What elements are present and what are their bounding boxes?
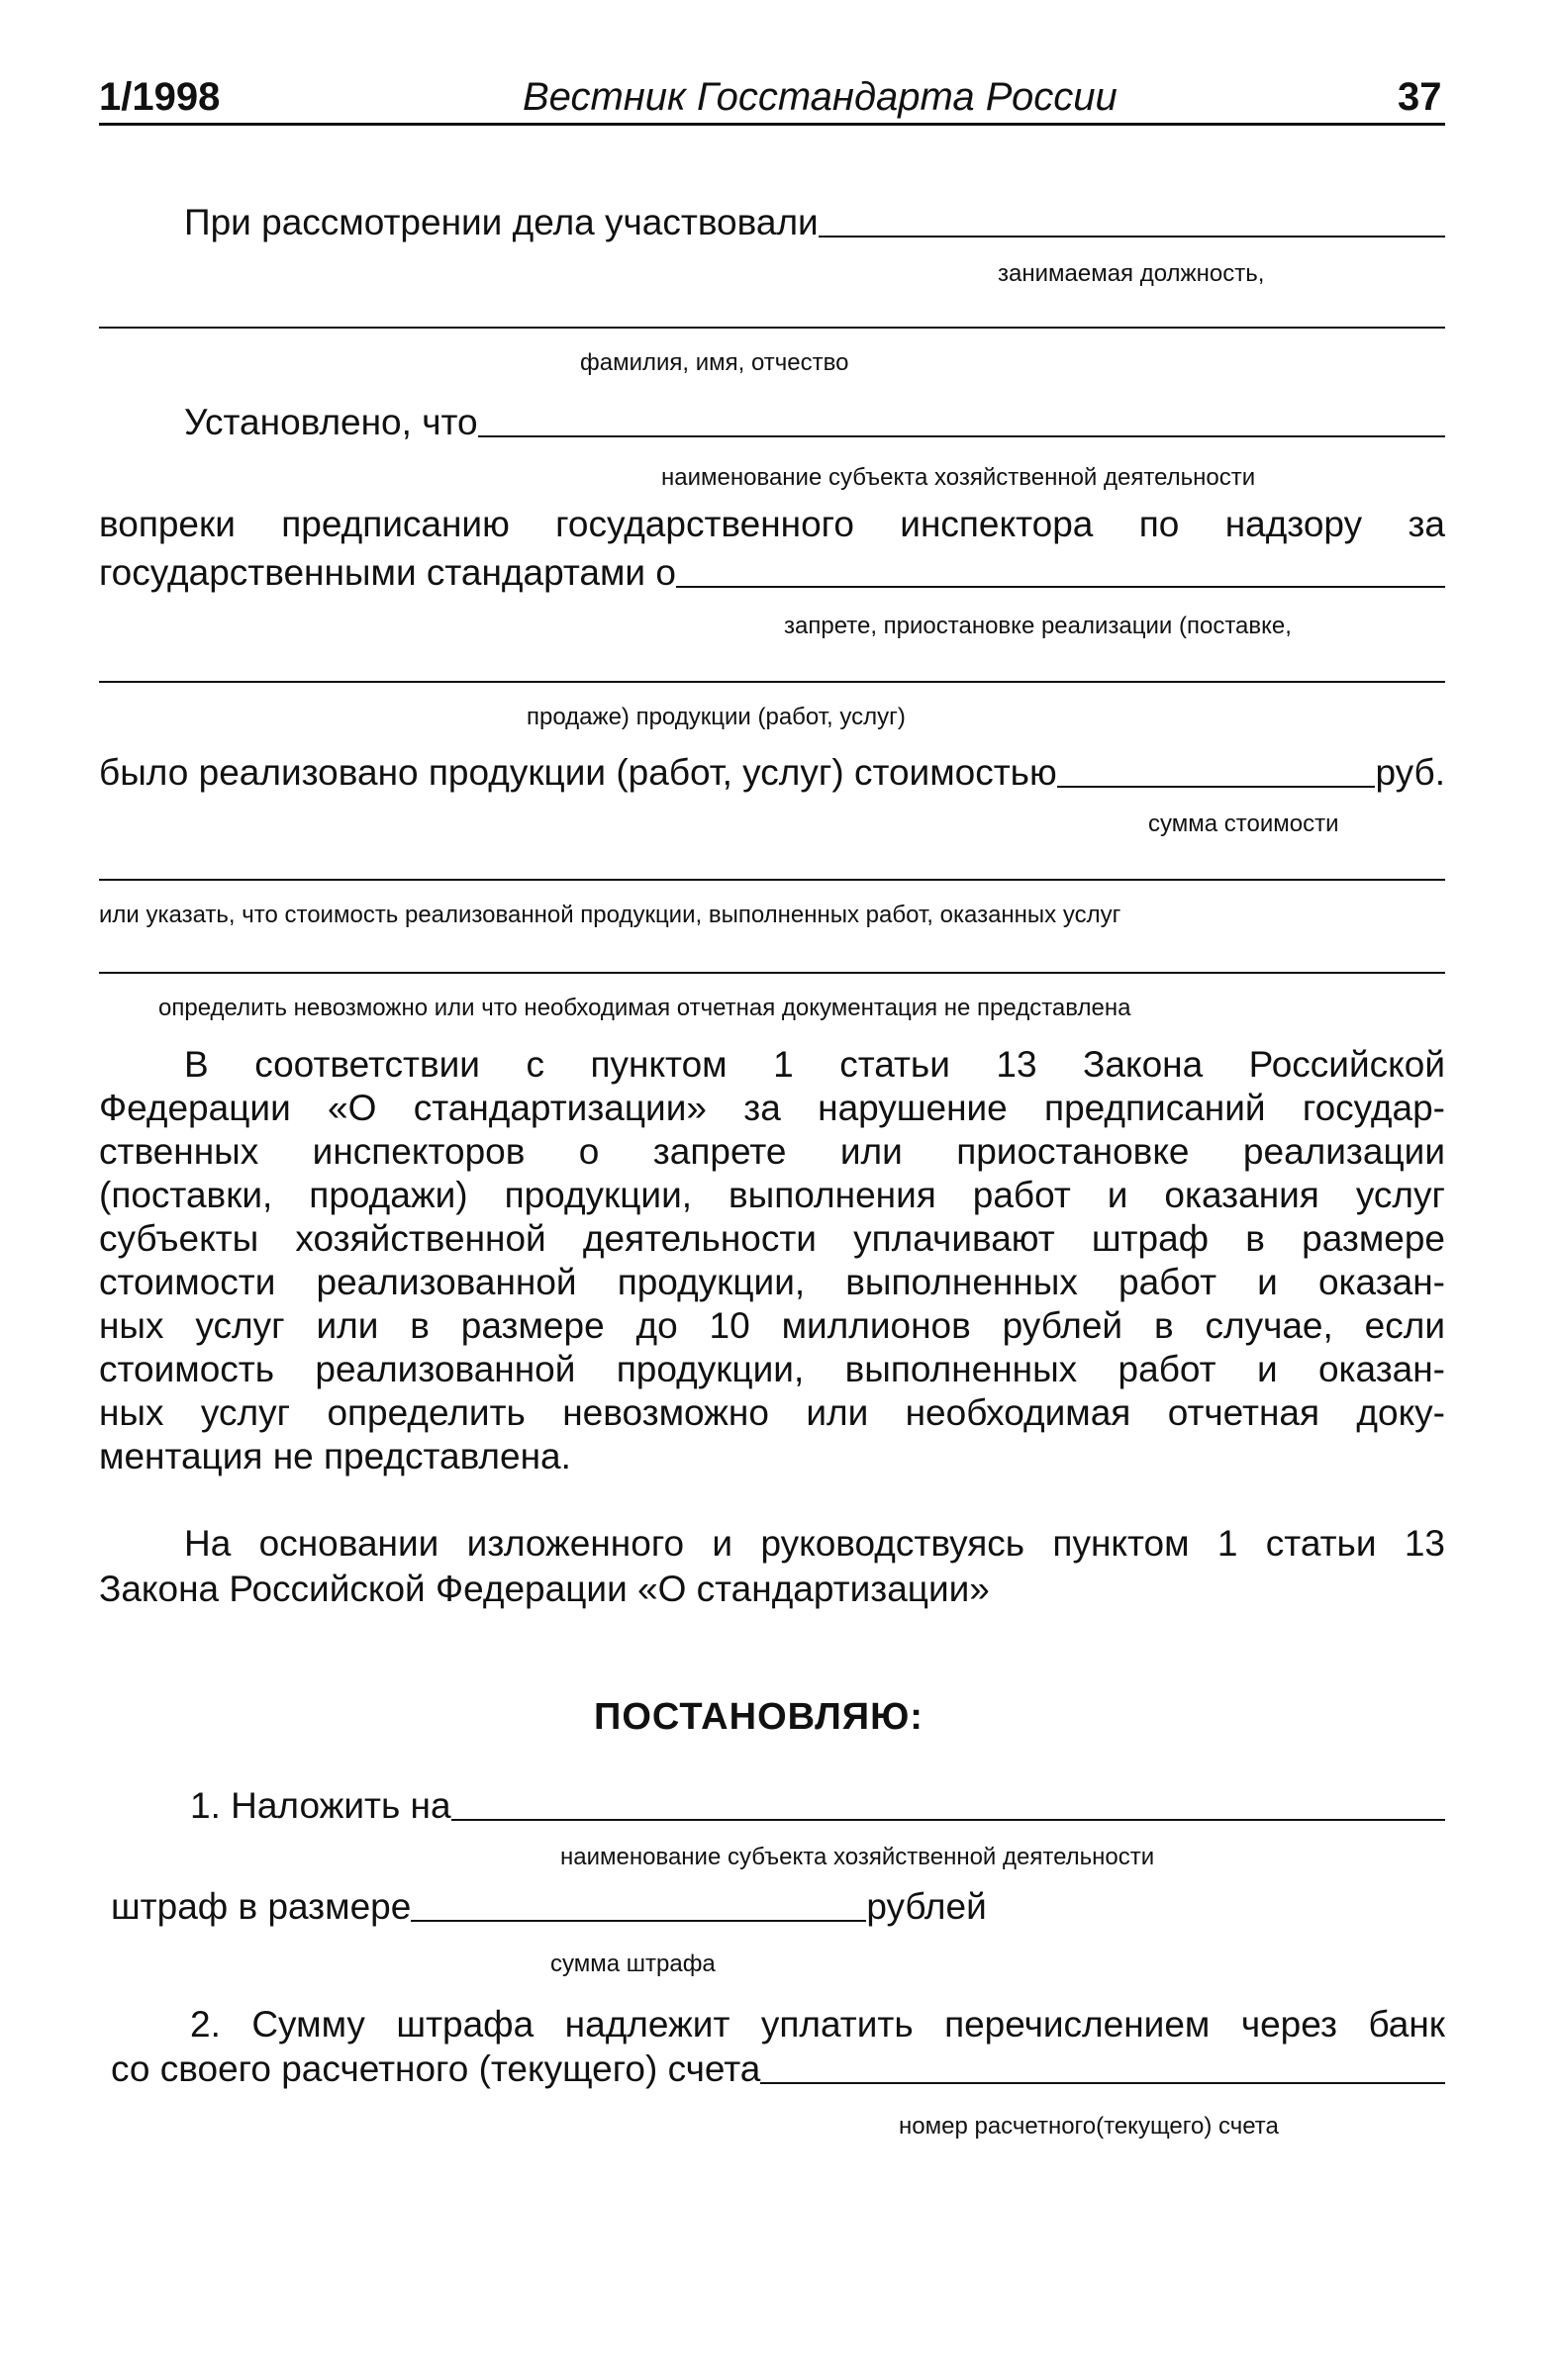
contrary-blank[interactable] xyxy=(676,586,1445,588)
law-paragraph-line: стоимости реализованной продукции, выполненных работ и оказан- xyxy=(99,1262,1445,1302)
fine-amount-blank[interactable] xyxy=(411,1920,866,1922)
item2-caption: номер расчетного(текущего) счета xyxy=(899,2113,1279,2140)
participants-caption-position: занимаемая должность, xyxy=(998,260,1265,287)
sold-label: было реализовано продукции (работ, услуг) стоимостью xyxy=(99,752,1057,793)
fine-line xyxy=(111,1884,1101,1930)
law-paragraph-line: Федерации «О стандартизации» за нарушение предписаний государ- xyxy=(99,1088,1445,1128)
established-caption: наименование субъекта хозяйственной деятельности xyxy=(661,464,1256,491)
law-paragraph-line: ных услуг определить невозможно или необходимая отчетная доку- xyxy=(99,1392,1445,1433)
item1-blank[interactable] xyxy=(451,1819,1445,1821)
law-paragraph xyxy=(99,1043,1445,1478)
item1-line xyxy=(190,1783,1445,1829)
sold-unit: руб. xyxy=(1375,752,1445,793)
contrary-caption-2: продаже) продукции (работ, услуг) xyxy=(527,704,906,730)
item2-label: со своего расчетного (текущего) счета xyxy=(111,2048,761,2089)
fine-unit: рублей xyxy=(866,1886,987,1927)
resolution-heading: ПОСТАНОВЛЯЮ: xyxy=(594,1696,924,1738)
item2-line-2 xyxy=(111,2047,1445,2092)
basis-line-2: Закона Российской Федерации «О стандартизации» xyxy=(99,1569,990,1609)
contrary-label: государственными стандартами о xyxy=(99,552,676,593)
journal-title: Вестник Госстандарта России xyxy=(523,75,1118,119)
participants-blank-2[interactable] xyxy=(99,327,1445,329)
or-caption-2: определить невозможно или что необходимая отчетная документация не представлена xyxy=(158,995,1131,1021)
contrary-line-1: вопреки предписанию государственного инспектора по надзору за xyxy=(99,504,1445,544)
or-caption-1: или указать, что стоимость реализованной продукции, выполненных работ, оказанных услуг xyxy=(99,902,1121,928)
or-blank-1[interactable] xyxy=(99,879,1445,881)
law-paragraph-line: ных услуг или в размере до 10 миллионов рублей в случае, если xyxy=(99,1305,1445,1346)
fine-caption: сумма штрафа xyxy=(550,1951,716,1977)
contrary-blank-2[interactable] xyxy=(99,681,1445,683)
established-line xyxy=(184,400,1445,445)
participants-blank[interactable] xyxy=(819,236,1445,238)
established-label: Установлено, что xyxy=(184,402,478,442)
header-rule xyxy=(99,123,1445,126)
page-number: 37 xyxy=(1398,75,1442,119)
law-paragraph-last-line: ментация не представлена. xyxy=(99,1436,571,1476)
item2-line-1: 2. Сумму штрафа надлежит уплатить перечислением через банк xyxy=(190,2004,1445,2045)
or-blank-2[interactable] xyxy=(99,972,1445,974)
law-paragraph-line: В соответствии с пунктом 1 статьи 13 Закона Российской xyxy=(184,1044,1445,1085)
contrary-line-2 xyxy=(99,550,1445,596)
participants-caption-name: фамилия, имя, отчество xyxy=(580,349,849,376)
law-paragraph-line: стоимость реализованной продукции, выполненных работ и оказан- xyxy=(99,1349,1445,1389)
law-paragraph-line: (поставки, продажи) продукции, выполнения работ и оказания услуг xyxy=(99,1175,1445,1215)
contrary-caption-1: запрете, приостановке реализации (поставке, xyxy=(784,613,1292,639)
issue-number: 1/1998 xyxy=(99,75,221,119)
sold-caption: сумма стоимости xyxy=(1148,810,1339,837)
established-blank[interactable] xyxy=(478,435,1445,437)
sold-line xyxy=(99,750,1445,796)
fine-label: штраф в размере xyxy=(111,1886,412,1927)
sold-amount-blank[interactable] xyxy=(1057,786,1376,788)
item1-caption: наименование субъекта хозяйственной деятельности xyxy=(560,1844,1155,1870)
basis-line-1: На основании изложенного и руководствуясь пунктом 1 статьи 13 xyxy=(184,1523,1445,1564)
account-number-blank[interactable] xyxy=(760,2082,1445,2084)
law-paragraph-line: субъекты хозяйственной деятельности уплачивают штраф в размере xyxy=(99,1218,1445,1259)
participants-line xyxy=(184,200,1445,245)
participants-label: При рассмотрении дела участвовали xyxy=(184,202,819,242)
law-paragraph-line: ственных инспекторов о запрете или приостановке реализации xyxy=(99,1131,1445,1172)
item1-label: 1. Наложить на xyxy=(190,1785,451,1826)
